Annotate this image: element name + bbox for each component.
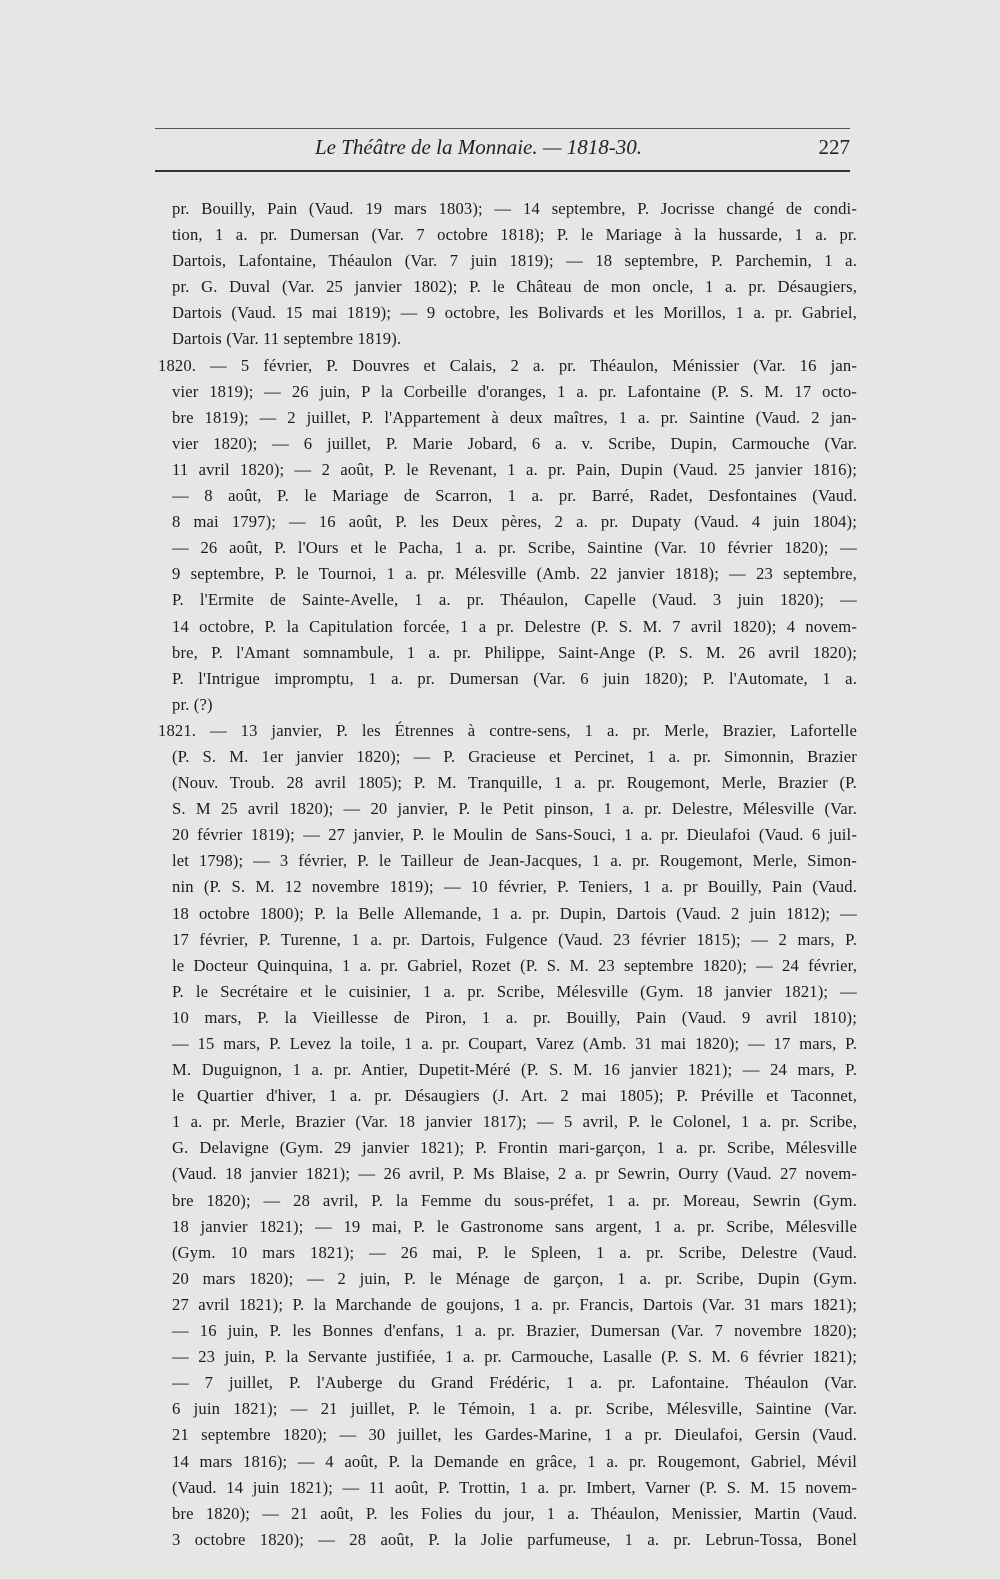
text-line: 1 a. pr. Merle, Brazier (Var. 18 janvier 1817); — 5 avril, P. le Colonel, 1 a. pr. Scribe, — [172, 1112, 857, 1132]
text-line: bre 1820); — 21 août, P. les Folies du jour, 1 a. Théaulon, Menissier, Martin (Vaud. — [172, 1503, 857, 1523]
text-line: 18 octobre 1800); P. la Belle Allemande, 1 a. pr. Dupin, Dartois (Vaud. 2 juin 1812); — — [172, 903, 857, 923]
text-line: le Docteur Quinquina, 1 a. pr. Gabriel, Rozet (P. S. M. 23 septembre 1820); — 24 février, — [172, 955, 857, 975]
text-line: P. l'Ermite de Sainte-Avelle, 1 a. pr. Théaulon, Capelle (Vaud. 3 juin 1820); — — [172, 590, 857, 610]
text-line: 3 octobre 1820); — 28 août, P. la Jolie parfumeuse, 1 a. pr. Lebrun-Tossa, Bonel — [172, 1529, 857, 1549]
text-line: 20 mars 1820); — 2 juin, P. le Ménage de garçon, 1 a. pr. Scribe, Dupin (Gym. — [172, 1268, 857, 1288]
text-line: — 23 juin, P. la Servante justifiée, 1 a. pr. Carmouche, Lasalle (P. S. M. 6 février 1821); — [172, 1347, 857, 1367]
running-title: Le Théâtre de la Monnaie. — 1818-30. — [315, 135, 643, 159]
header-rule-bottom — [155, 170, 850, 172]
text-line: (P. S. M. 1er janvier 1820); — P. Gracieuse et Percinet, 1 a. pr. Simonnin, Brazier — [172, 746, 857, 766]
text-line: pr. G. Duval (Var. 25 janvier 1802); P. le Château de mon oncle, 1 a. pr. Désaugiers, — [172, 277, 857, 297]
text-line: — 26 août, P. l'Ours et le Pacha, 1 a. pr. Scribe, Saintine (Var. 10 février 1820); — — [172, 538, 857, 558]
text-line: G. Delavigne (Gym. 29 janvier 1821); P. Frontin mari-garçon, 1 a. pr. Scribe, Mélesville — [172, 1138, 857, 1158]
text-line: — 8 août, P. le Mariage de Scarron, 1 a. pr. Barré, Radet, Desfontaines (Vaud. — [172, 486, 857, 506]
text-line: S. M 25 avril 1820); — 20 janvier, P. le Petit pinson, 1 a. pr. Delestre, Mélesville (Var. — [172, 799, 857, 819]
text-line: 1820. — 5 février, P. Douvres et Calais, 2 a. pr. Théaulon, Ménissier (Var. 16 jan- — [158, 355, 857, 375]
text-line: P. l'Intrigue impromptu, 1 a. pr. Dumersan (Var. 6 juin 1820); P. l'Automate, 1 a. — [172, 668, 857, 688]
text-line: Dartois (Var. 11 septembre 1819). — [172, 329, 402, 349]
text-line: 20 février 1819); — 27 janvier, P. le Moulin de Sans-Souci, 1 a. pr. Dieulafoi (Vaud. 6 juil- — [172, 825, 857, 845]
text-line: (Gym. 10 mars 1821); — 26 mai, P. le Spleen, 1 a. pr. Scribe, Delestre (Vaud. — [172, 1242, 857, 1262]
text-line: vier 1819); — 26 juin, P la Corbeille d'oranges, 1 a. pr. Lafontaine (P. S. M. 17 octo- — [172, 381, 857, 401]
text-line: — 16 juin, P. les Bonnes d'enfans, 1 a. pr. Brazier, Dumersan (Var. 7 novembre 1820); — [172, 1321, 857, 1341]
body-text — [158, 196, 857, 1553]
text-line: — 7 juillet, P. l'Auberge du Grand Frédéric, 1 a. pr. Lafontaine. Théaulon (Var. — [172, 1373, 857, 1393]
text-line: bre 1820); — 28 avril, P. la Femme du sous-préfet, 1 a. pr. Moreau, Sewrin (Gym. — [172, 1190, 857, 1210]
text-line: (Vaud. 14 juin 1821); — 11 août, P. Trottin, 1 a. pr. Imbert, Varner (P. S. M. 15 novem- — [172, 1477, 857, 1497]
header-rule-top — [155, 128, 850, 129]
text-line: 17 février, P. Turenne, 1 a. pr. Dartois, Fulgence (Vaud. 23 février 1815); — 2 mars, P. — [172, 929, 857, 949]
text-line: P. le Secrétaire et le cuisinier, 1 a. pr. Scribe, Mélesville (Gym. 18 janvier 1821); — — [172, 981, 857, 1001]
text-line: 8 mai 1797); — 16 août, P. les Deux pères, 2 a. pr. Dupaty (Vaud. 4 juin 1804); — [172, 512, 857, 532]
text-line: vier 1820); — 6 juillet, P. Marie Jobard, 6 a. v. Scribe, Dupin, Carmouche (Var. — [172, 433, 857, 453]
text-line: 27 avril 1821); P. la Marchande de goujons, 1 a. pr. Francis, Dartois (Var. 31 mars 1821); — [172, 1294, 857, 1314]
text-line: nin (P. S. M. 12 novembre 1819); — 10 février, P. Teniers, 1 a. pr Bouilly, Pain (Vaud. — [172, 877, 857, 897]
text-line: Dartois, Lafontaine, Théaulon (Var. 7 juin 1819); — 18 septembre, P. Parchemin, 1 a. — [172, 251, 857, 271]
text-line: 6 juin 1821); — 21 juillet, P. le Témoin, 1 a. pr. Scribe, Mélesville, Saintine (Var. — [172, 1399, 857, 1419]
text-line: le Quartier d'hiver, 1 a. pr. Désaugiers (J. Art. 2 mai 1805); P. Préville et Taconnet, — [172, 1086, 857, 1106]
text-line: M. Duguignon, 1 a. pr. Antier, Dupetit-Méré (P. S. M. 16 janvier 1821); — 24 mars, P. — [172, 1060, 857, 1080]
text-line: pr. (?) — [172, 694, 213, 714]
page-header — [155, 135, 850, 165]
text-line: pr. Bouilly, Pain (Vaud. 19 mars 1803); — 14 septembre, P. Jocrisse changé de condi- — [172, 199, 857, 218]
text-line: 18 janvier 1821); — 19 mai, P. le Gastronome sans argent, 1 a. pr. Scribe, Mélesville — [172, 1216, 857, 1236]
text-line: 11 avril 1820); — 2 août, P. le Revenant, 1 a. pr. Pain, Dupin (Vaud. 25 janvier 1816); — [172, 459, 857, 479]
text-line: let 1798); — 3 février, P. le Tailleur de Jean-Jacques, 1 a. pr. Rougemont, Merle, Simon- — [172, 851, 857, 871]
page-number: 227 — [818, 135, 850, 159]
text-line: (Vaud. 18 janvier 1821); — 26 avril, P. Ms Blaise, 2 a. pr Sewrin, Ourry (Vaud. 27 novem- — [172, 1164, 857, 1184]
text-line: bre, P. l'Amant somnambule, 1 a. pr. Philippe, Saint-Ange (P. S. M. 26 avril 1820); — [172, 642, 857, 662]
text-line: — 15 mars, P. Levez la toile, 1 a. pr. Coupart, Varez (Amb. 31 mai 1820); — 17 mars, P. — [172, 1034, 857, 1053]
text-line: 10 mars, P. la Vieillesse de Piron, 1 a. pr. Bouilly, Pain (Vaud. 9 avril 1810); — [172, 1007, 857, 1027]
text-line: 21 septembre 1820); — 30 juillet, les Gardes-Marine, 1 a pr. Dieulafoi, Gersin (Vaud. — [172, 1425, 857, 1445]
text-line: tion, 1 a. pr. Dumersan (Var. 7 octobre 1818); P. le Mariage à la hussarde, 1 a. pr. — [172, 225, 857, 245]
text-line: Dartois (Vaud. 15 mai 1819); — 9 octobre, les Bolivards et les Morillos, 1 a. pr. Gabriel, — [172, 303, 857, 323]
text-line: (Nouv. Troub. 28 avril 1805); P. M. Tranquille, 1 a. pr. Rougemont, Merle, Brazier (P. — [172, 773, 857, 793]
text-line: 9 septembre, P. le Tournoi, 1 a. pr. Mélesville (Amb. 22 janvier 1818); — 23 septembre, — [172, 564, 857, 584]
text-line: 14 octobre, P. la Capitulation forcée, 1 a pr. Delestre (P. S. M. 7 avril 1820); 4 novem- — [172, 616, 857, 636]
text-line: bre 1819); — 2 juillet, P. l'Appartement à deux maîtres, 1 a. pr. Saintine (Vaud. 2 jan- — [172, 407, 857, 427]
text-line: 1821. — 13 janvier, P. les Étrennes à contre-sens, 1 a. pr. Merle, Brazier, Lafortelle — [158, 720, 857, 740]
text-line: 14 mars 1816); — 4 août, P. la Demande en grâce, 1 a. pr. Rougemont, Gabriel, Mévil — [172, 1451, 857, 1471]
